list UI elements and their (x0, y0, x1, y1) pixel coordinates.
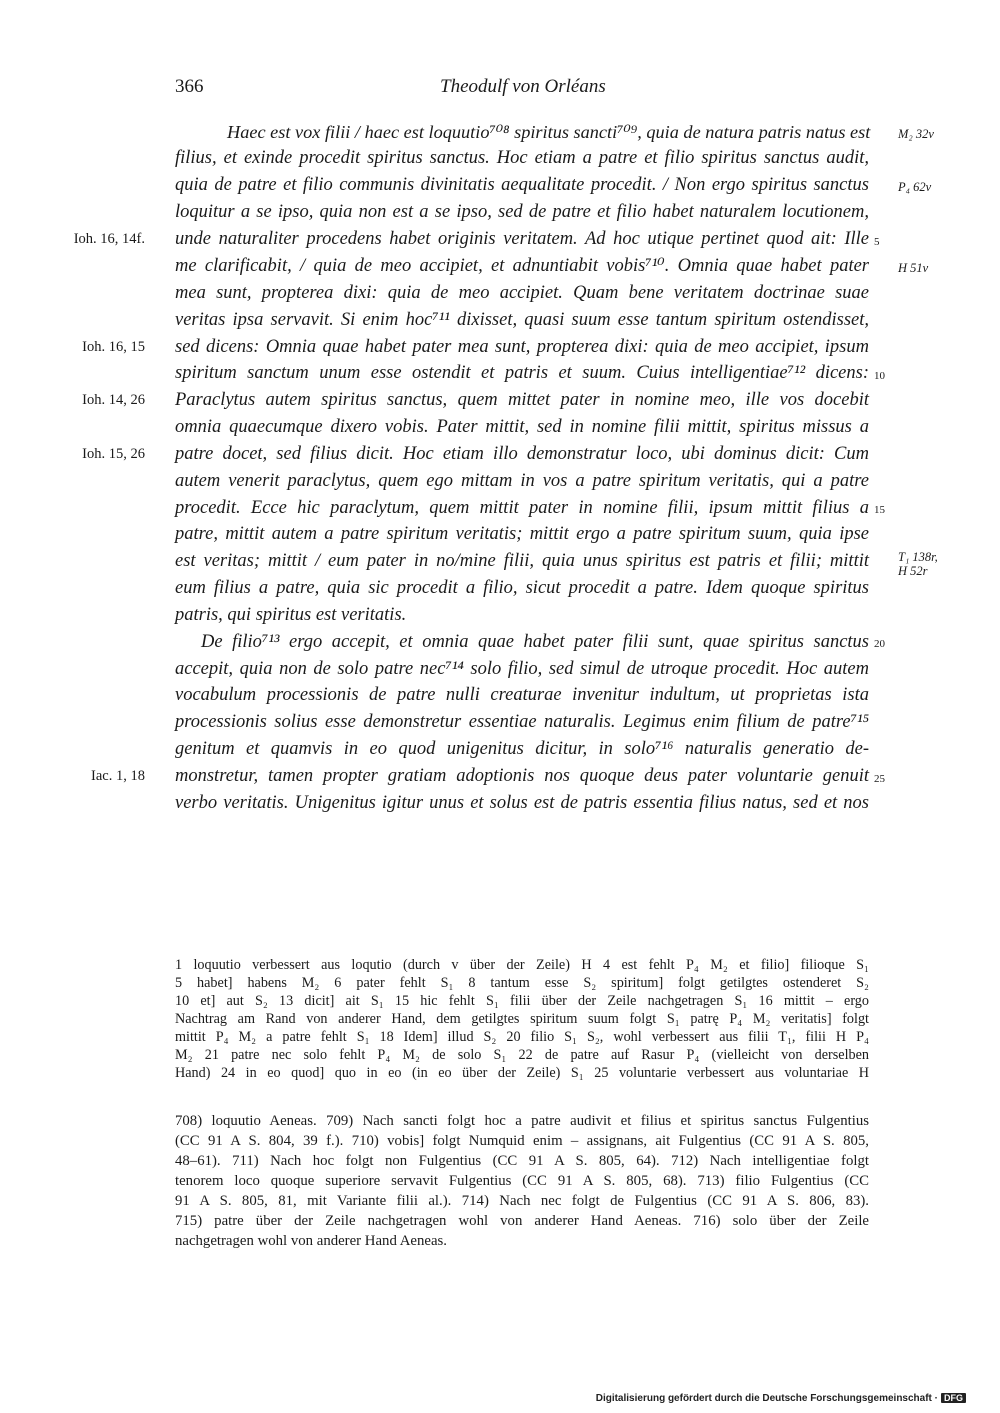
running-title: Theodulf von Orléans (440, 76, 606, 97)
manuscript-ref: H 52r (898, 564, 928, 578)
apparatus-line: mittit P₄ M₂ a patre fehlt S₁ 18 Idem] illud S₂ 20 filio S₁ S₂, wohl verbessert aus filii T₁, filii H P₄ (175, 1029, 869, 1045)
text-line: verbo veritatis. Unigenitus igitur unus et solus est de patris essentia filius natus, sed et nos (175, 793, 869, 813)
apparatus-line: M₂ 21 patre nec solo fehlt P₄ M₂ de solo S₁ 22 de patre auf Rasur P₄ (vielleicht von derselben (175, 1047, 869, 1063)
footnote-line: 708) loquutio Aeneas. 709) Nach sancti folgt hoc a patre audivit et filius et spiritus sanctus Fulgentius (175, 1113, 869, 1129)
footer-text: Digitalisierung gefördert durch die Deutsche Forschungsgemeinschaft · (595, 1393, 938, 1404)
footnote-line: 715) patre über der Zeile nachgetragen wohl von anderer Hand Aeneas. 716) solo über der Zeile (175, 1213, 869, 1229)
dfg-logo: DFG (941, 1393, 966, 1403)
text-line: accepit, quia non de solo patre nec⁷¹⁴ solo filio, sed simul de utroque procedit. Hoc autem (175, 659, 869, 679)
scripture-ref: Ioh. 15, 26 (82, 446, 145, 462)
text-line: eum filius a patre, quia sic procedit a filio, sicut procedit a patre. Idem quoque spiritus (175, 578, 869, 598)
apparatus-line: Hand) 24 in eo quod] quo in eo (in eo über der Zeile) S₁ 25 voluntarie verbessert aus voluntariae H (175, 1065, 869, 1081)
text-line: De filio⁷¹³ ergo accepit, et omnia quae habet pater filii sunt, quae spiritus sanctus (201, 632, 869, 652)
apparatus-line: Nachtrag am Rand von anderer Hand, dem getilgtes spiritum suum folgt S₁ patrę P₄ M₂ veritatis] folgt (175, 1011, 869, 1027)
manuscript-ref: H 51v (898, 261, 929, 275)
text-line: est veritas; mittit / eum pater in no/mine filii, quia unus spiritus est patris et filii; mittit (175, 551, 869, 571)
text-line: monstretur, tamen propter gratiam adoptionis nos quoque deus pater voluntarie genuit (175, 766, 869, 786)
text-line: me clarificabit, / quia de meo accipiet, et adnuntiabit vobis⁷¹⁰. Omnia quae habet pater (175, 256, 869, 276)
scripture-ref: Iac. 1, 18 (91, 768, 145, 784)
line-number: 5 (874, 236, 880, 248)
manuscript-ref: T₁ 138r, (898, 550, 938, 564)
text-line: vocabulum processionis de patre nulli creaturae invenitur indultum, ut proprietas ista (175, 685, 869, 705)
text-line: patre, mittit autem a patre spiritum veritatis; mittit ergo a patre spiritum suum, quia ipse (175, 524, 869, 544)
line-number: 15 (874, 504, 885, 516)
text-line: spiritum sanctum unum esse ostendit et patris et suum. Cuius intelligentiae⁷¹² dicens: (175, 363, 869, 383)
manuscript-ref: M₂ 32v (898, 127, 934, 141)
line-number: 25 (874, 773, 885, 785)
page-number: 366 (175, 76, 204, 97)
apparatus-line: 1 loquutio verbessert aus loqutio (durch v über der Zeile) H 4 est fehlt P₄ M₂ et filio] filioque S₁ (175, 957, 869, 973)
text-line: veritas ipsa servavit. Si enim hoc⁷¹¹ dixisset, quasi suum esse tantum spiritum ostendisset, (175, 310, 869, 330)
footnote-line: 48–61). 711) Nach hoc folgt non Fulgentius (CC 91 A S. 805, 64). 712) Nach intelligentiae folgt (175, 1153, 869, 1169)
text-line: mea sunt, propterea dixi: quia de meo accipiet. Quam bene veritatem doctrinae suae (175, 283, 869, 303)
text-line: omnia quaecumque dixero vobis. Pater mittit, sed in nomine filii mittit, spiritus missus a (175, 417, 869, 437)
text-line: autem venerit paraclytus, quem ego mittam in vos a patre spiritum veritatis, qui a patre (175, 471, 869, 491)
text-line: procedit. Ecce hic paraclytum, quem mittit pater in nomine filii, ipsum mittit filius a (175, 498, 869, 518)
text-line: Paraclytus autem spiritus sanctus, quem mittet pater in nomine meo, ille vos docebit (175, 390, 869, 410)
footnote-line: (CC 91 A S. 804, 39 f.). 710) vobis] folgt Numquid enim – assignans, ait Fulgentius (CC 91 A S. 805, (175, 1133, 869, 1149)
text-line: loquitur a se ipso, quia non est a se ipso, sed de patre et filio habet naturalem locutionem, (175, 202, 869, 222)
text-line: genitum et quamvis in eo quod unigenitus dicitur, in solo⁷¹⁶ naturalis generatio de- (175, 739, 869, 759)
text-line: sed dicens: Omnia quae habet pater mea sunt, propterea dixi: quia de meo accipiet, ipsum (175, 337, 869, 357)
text-line: quia de patre et filio communis divinitatis aequalitate procedit. / Non ergo spiritus sanctus (175, 175, 869, 195)
text-line: patris, qui spiritus est veritatis. (175, 605, 407, 625)
line-number: 20 (874, 638, 885, 650)
scripture-ref: Ioh. 16, 14f. (73, 231, 145, 247)
footnote-line: nachgetragen wohl von anderer Hand Aeneas. (175, 1233, 447, 1249)
text-line: patre docet, sed filius dicit. Hoc etiam illo demonstratur loco, ubi dominus dicit: Cum (175, 444, 869, 464)
apparatus-line: 10 et] aut S₂ 13 dicit] ait S₁ 15 hic fehlt S₁ filii über der Zeile nachgetragen S₁ 16 mittit – ergo (175, 993, 869, 1009)
scripture-ref: Ioh. 16, 15 (82, 339, 145, 355)
text-line: unde naturaliter procedens habet originis veritatem. Ad hoc utique pertinet quod ait: Ille (175, 229, 869, 249)
manuscript-ref: P₄ 62v (898, 180, 932, 194)
text-line: filius, et exinde procedit spiritus sanctus. Hoc etiam a patre et filio spiritus sanctus audit, (175, 148, 869, 168)
scripture-ref: Ioh. 14, 26 (82, 392, 145, 408)
text-line: processionis solius esse demonstretur essentiae naturalis. Legimus enim filium de patre⁷¹⁵ (175, 712, 869, 732)
apparatus-line: 5 habet] habens M₂ 6 pater fehlt S₁ 8 tantum esse S₂ spiritum] folgt getilgtes ostenderet S₂ (175, 975, 869, 991)
line-number: 10 (874, 370, 885, 382)
digitization-footer (596, 1393, 966, 1404)
footnote-line: 91 A S. 805, 81, mit Variante filii al.). 714) Nach nec folgt de Fulgentius (CC 91 A S. 806, 83). (175, 1193, 869, 1209)
text-line: Haec est vox filii / haec est loquutio⁷⁰⁸ spiritus sancti⁷⁰⁹, quia de natura patris natus est (227, 122, 871, 142)
footnote-line: tenorem loco quoque superiore servavit Fulgentius (CC 91 A S. 805, 68). 713) filio Fulgentius (CC (175, 1173, 869, 1189)
